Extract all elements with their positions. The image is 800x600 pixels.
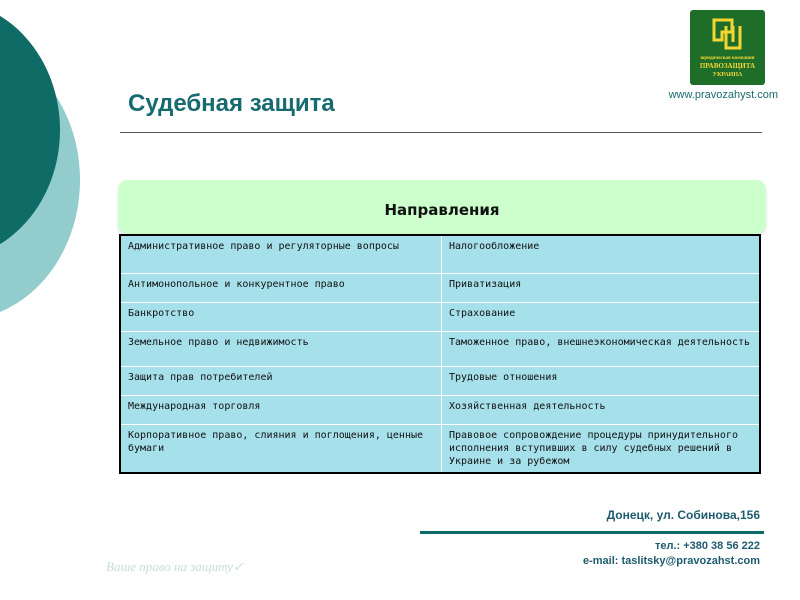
table-cell: Приватизация: [442, 274, 761, 303]
table-row: [120, 235, 760, 274]
table-cell: Земельное право и недвижимость: [120, 332, 442, 367]
table-row: [120, 367, 760, 396]
title-divider: [120, 132, 762, 133]
logo-line-1: юридическая компания: [700, 56, 755, 61]
contact-phone: тел.: +380 38 56 222: [654, 540, 760, 552]
logo-line-3: УКРАИНА: [712, 72, 743, 78]
directions-table: [119, 234, 761, 474]
pz-monogram-icon: [712, 18, 742, 52]
table-cell: Таможенное право, внешнеэкономическая деятельность: [442, 332, 761, 367]
table-cell: Антимонопольное и конкурентное право: [120, 274, 442, 303]
table-row: [120, 396, 760, 425]
company-logo: [690, 10, 765, 85]
table-cell: Налогообложение: [442, 235, 761, 274]
section-title: Направления: [384, 201, 500, 219]
contact-email[interactable]: e-mail: taslitsky@pravozahst.com: [582, 555, 760, 567]
checkmark-icon: ✓: [232, 559, 244, 574]
table-cell: Корпоративное право, слияния и поглощения, ценные бумаги: [120, 425, 442, 474]
section-header: [118, 180, 766, 234]
table-cell: Защита прав потребителей: [120, 367, 442, 396]
table-cell: Хозяйственная деятельность: [442, 396, 761, 425]
table-row: [120, 425, 760, 474]
table-cell: Банкротство: [120, 303, 442, 332]
slogan-text: Ваше право на защиту: [106, 559, 233, 574]
logo-line-2: ПРАВОЗАЩИТА: [699, 62, 756, 70]
table-cell: Административное право и регуляторные вопросы: [120, 235, 442, 274]
table-cell: Международная торговля: [120, 396, 442, 425]
footer-slogan: [106, 559, 244, 575]
contact-address: Донецк, ул. Собинова,156: [606, 508, 760, 522]
page-title: Судебная защита: [128, 90, 335, 117]
website-link[interactable]: www.pravozahyst.com: [668, 89, 778, 101]
table-row: [120, 303, 760, 332]
table-row: [120, 332, 760, 367]
table-cell: Страхование: [442, 303, 761, 332]
table-cell: Правовое сопровождение процедуры принудительного исполнения вступивших в силу судебных решений в Украине и за рубежом: [442, 425, 761, 474]
table-row: [120, 274, 760, 303]
table-cell: Трудовые отношения: [442, 367, 761, 396]
contact-divider: [420, 531, 764, 534]
